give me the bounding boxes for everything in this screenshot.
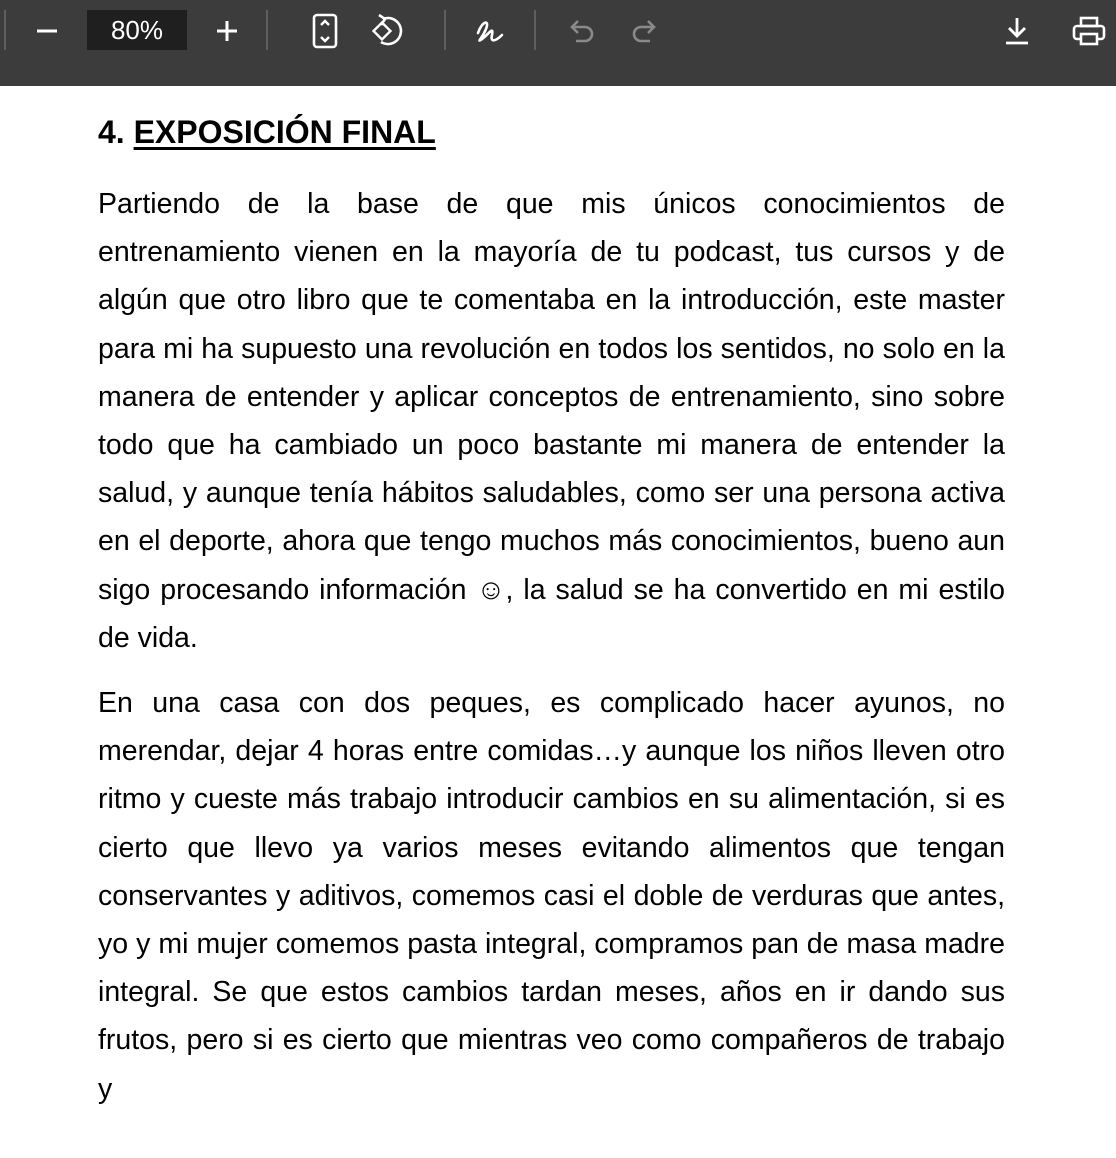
zoom-in-button[interactable] bbox=[206, 10, 248, 52]
redo-icon bbox=[630, 17, 660, 45]
undo-button[interactable] bbox=[560, 10, 602, 52]
draw-icon bbox=[472, 13, 508, 49]
print-icon bbox=[1071, 15, 1107, 47]
document-page bbox=[0, 86, 1116, 1158]
fit-page-icon bbox=[311, 13, 339, 49]
download-button[interactable] bbox=[996, 10, 1038, 52]
print-button[interactable] bbox=[1068, 10, 1110, 52]
zoom-out-button[interactable] bbox=[26, 10, 68, 52]
annotate-button[interactable] bbox=[469, 10, 511, 52]
document-content bbox=[98, 110, 1005, 1130]
pdf-toolbar bbox=[0, 0, 1116, 86]
section-heading bbox=[98, 110, 1005, 154]
minus-icon bbox=[34, 18, 60, 44]
rotate-button[interactable] bbox=[367, 10, 409, 52]
section-title: EXPOSICIÓN FINAL bbox=[133, 114, 436, 150]
section-number: 4. bbox=[98, 114, 125, 150]
redo-button[interactable] bbox=[624, 10, 666, 52]
zoom-level-field[interactable]: 80% bbox=[87, 10, 187, 50]
toolbar-divider bbox=[266, 10, 268, 50]
toolbar-divider bbox=[4, 10, 6, 50]
paragraph: En una casa con dos peques, es complicado hacer ayunos, no merendar, dejar 4 horas entre comidas…y aunque los niños lleven otro ritmo y cueste más trabajo introducir cambios en su alimentación, si es cierto que llevo ya varios meses evitando alimentos que tengan conservantes y aditivos, comemos casi el doble de verduras que antes, yo y mi mujer comemos pasta integral, compramos pan de masa madre integral. Se que estos cambios tardan meses, años en ir dando sus frutos, pero si es cierto que mientras veo como compañeros de trabajo y bbox=[98, 687, 1005, 1105]
fit-page-button[interactable] bbox=[304, 10, 346, 52]
download-icon bbox=[1002, 15, 1032, 47]
paragraph: Partiendo de la base de que mis únicos conocimientos de entrenamiento vienen en la mayoría de tu podcast, tus cursos y de algún que otro libro que te comentaba en la introducción, este master para mi ha supuesto una revolución en todos los sentidos, no solo en la manera de entender y aplicar conceptos de entrenamiento, sino sobre todo que ha cambiado un poco bastante mi manera de entender la salud, y aunque tenía hábitos saludables, como ser una persona activa en el deporte, ahora que tengo muchos más conocimientos, bueno aun sigo procesando información ☺, la salud se ha convertido en mi estilo de vida. bbox=[98, 188, 1005, 654]
undo-icon bbox=[566, 17, 596, 45]
toolbar-divider bbox=[444, 10, 446, 50]
toolbar-divider bbox=[534, 10, 536, 50]
rotate-icon bbox=[369, 13, 407, 49]
plus-icon bbox=[214, 18, 240, 44]
